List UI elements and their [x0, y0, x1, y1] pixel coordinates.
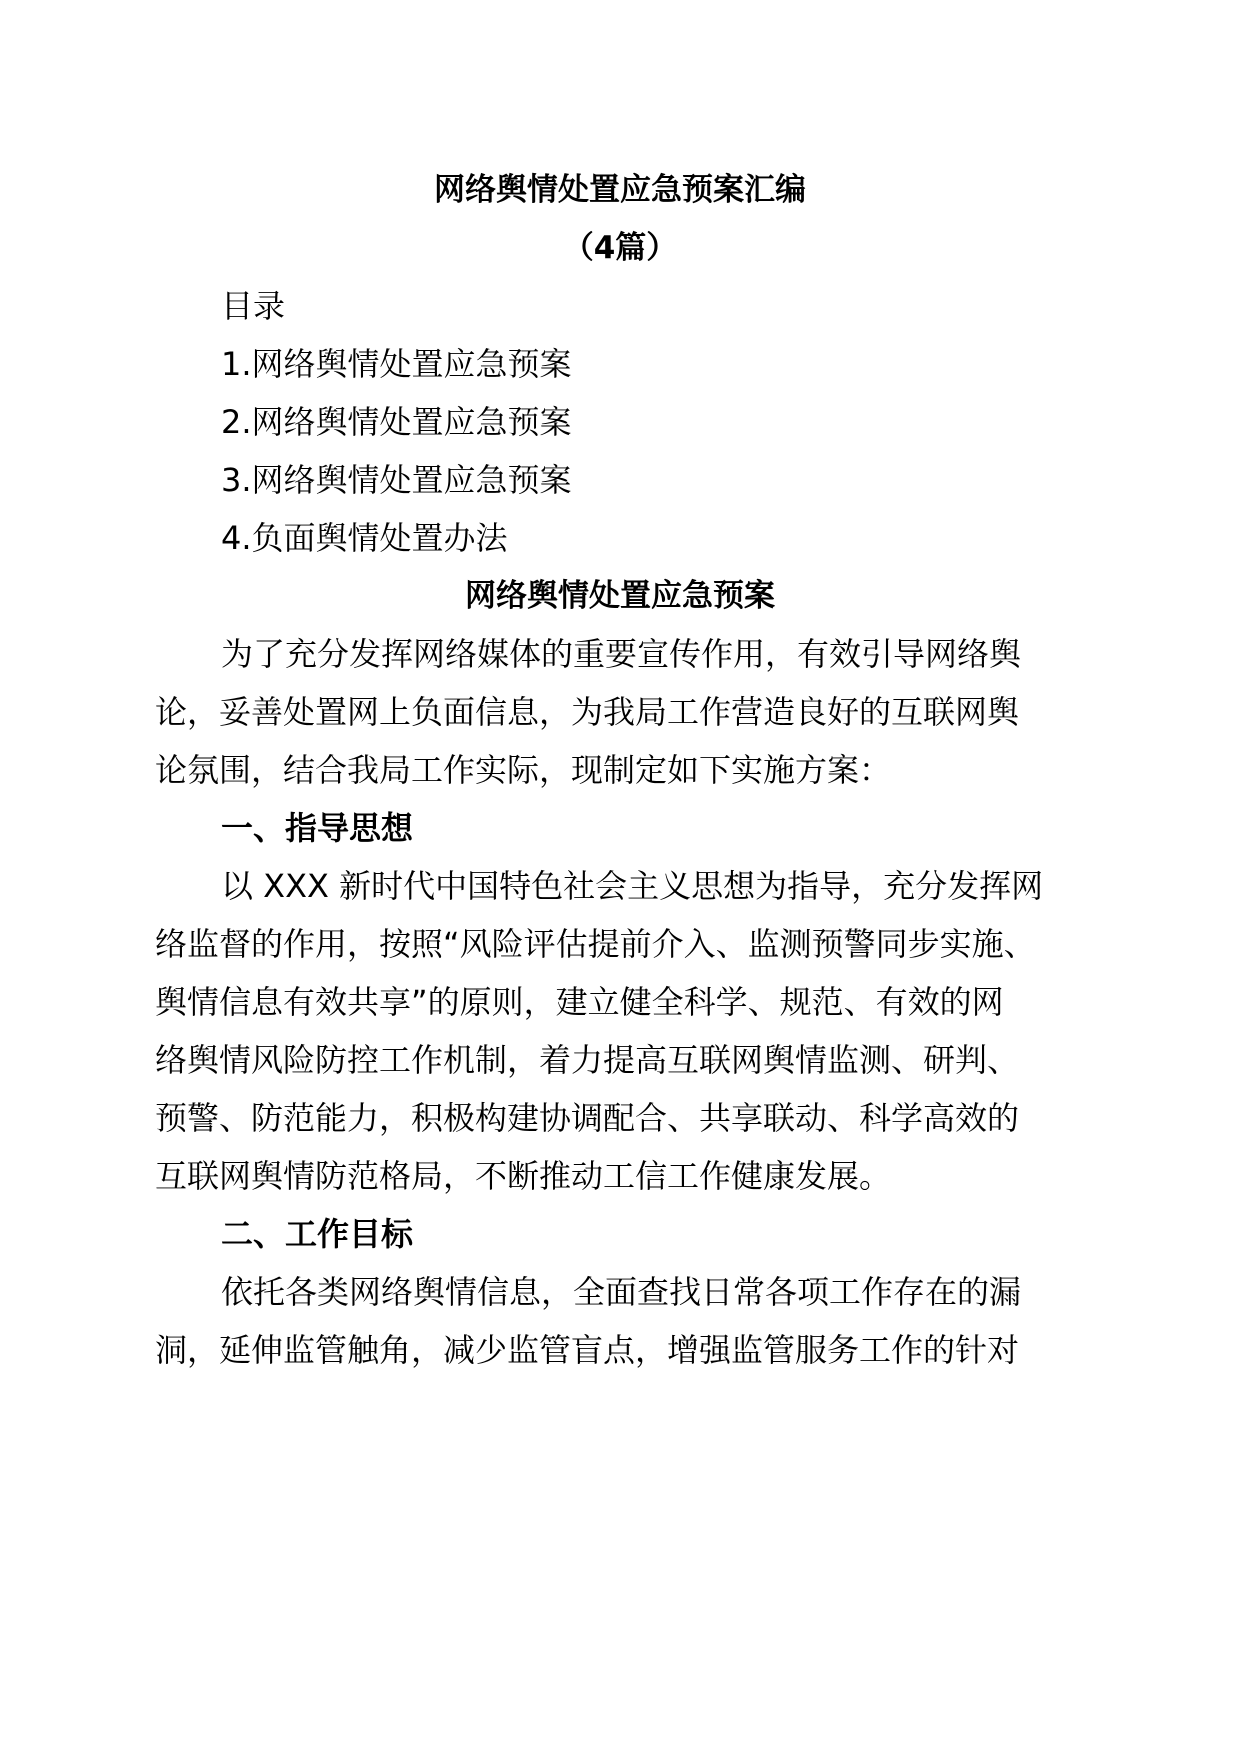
toc-item: 2.网络舆情处置应急预案 — [221, 403, 572, 441]
document-title: 网络舆情处置应急预案汇编 — [434, 172, 806, 208]
paragraph-line: 络舆情风险防控工作机制，着力提高互联网舆情监测、研判、 — [155, 1041, 1020, 1079]
document-subtitle: （4篇） — [562, 230, 678, 266]
heading-work-goals: 二、工作目标 — [221, 1215, 414, 1253]
intro-paragraph-line: 论氛围，结合我局工作实际，现制定如下实施方案： — [155, 751, 892, 789]
toc-item: 4.负面舆情处置办法 — [221, 519, 508, 557]
paragraph-line: 络监督的作用，按照“风险评估提前介入、监测预警同步实施、 — [155, 925, 1036, 963]
toc-heading: 目录 — [221, 287, 286, 325]
toc-item: 1.网络舆情处置应急预案 — [221, 345, 572, 383]
toc-item: 3.网络舆情处置应急预案 — [221, 461, 572, 499]
heading-guiding-ideology: 一、指导思想 — [221, 809, 414, 847]
intro-paragraph-line: 为了充分发挥网络媒体的重要宣传作用，有效引导网络舆 — [221, 635, 1022, 673]
intro-paragraph-line: 论，妥善处置网上负面信息，为我局工作营造良好的互联网舆 — [155, 693, 1020, 731]
paragraph-line: 互联网舆情防范格局，不断推动工信工作健康发展。 — [155, 1157, 892, 1195]
paragraph-line: 依托各类网络舆情信息，全面查找日常各项工作存在的漏 — [221, 1273, 1022, 1311]
paragraph-line: 洞，延伸监管触角，减少监管盲点，增强监管服务工作的针对 — [155, 1331, 1020, 1369]
section-title: 网络舆情处置应急预案 — [465, 578, 775, 614]
paragraph-line: 以 XXX 新时代中国特色社会主义思想为指导，充分发挥网 — [221, 867, 1044, 905]
paragraph-line: 舆情信息有效共享”的原则，建立健全科学、规范、有效的网 — [155, 983, 1004, 1021]
paragraph-line: 预警、防范能力，积极构建协调配合、共享联动、科学高效的 — [155, 1099, 1020, 1137]
